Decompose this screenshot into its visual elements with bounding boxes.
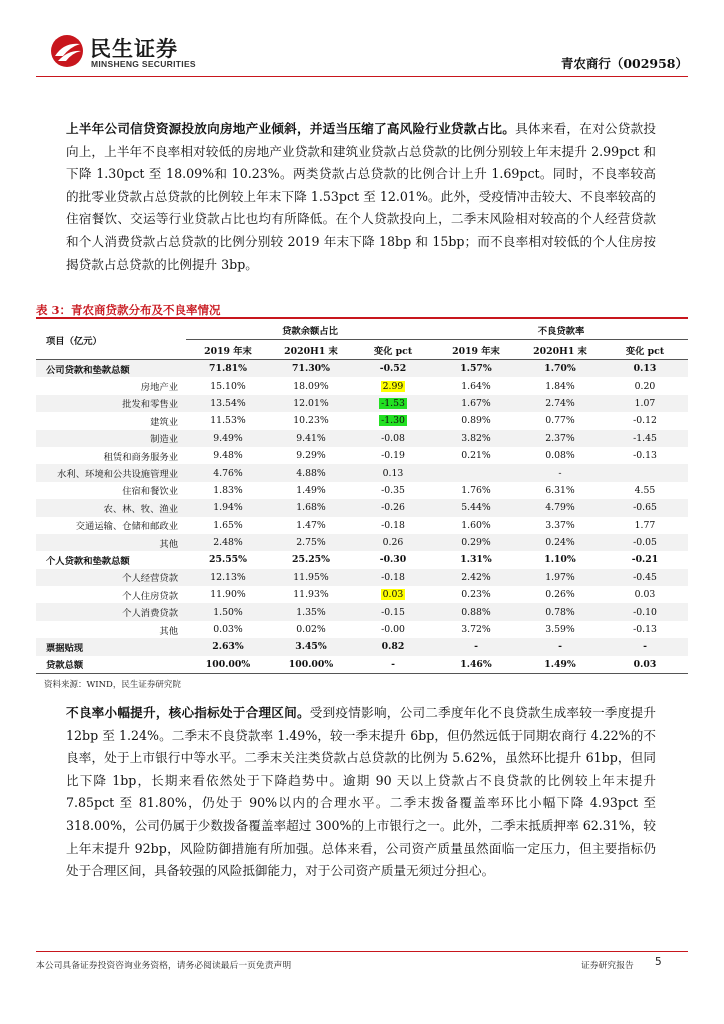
paragraph-lead: 不良率小幅提升，核心指标处于合理区间。 bbox=[66, 705, 310, 720]
table-cell: 2.74% bbox=[518, 395, 602, 412]
row-label: 住宿和餐饮业 bbox=[122, 486, 178, 498]
table-cell: - bbox=[434, 638, 518, 655]
table-unit-label: 项目（亿元） bbox=[36, 320, 186, 360]
paragraph-lead: 上半年公司信贷资源投放向房地产业倾斜，并适当压缩了高风险行业贷款占比。 bbox=[66, 121, 516, 136]
row-label: 租赁和商务服务业 bbox=[103, 451, 178, 463]
row-label: 公司贷款和垫款总额 bbox=[36, 360, 186, 378]
table-cell: 1.77 bbox=[634, 519, 656, 531]
column-header: 2019 年末 bbox=[186, 340, 270, 360]
table-row bbox=[36, 603, 688, 620]
table-cell: 1.83% bbox=[213, 484, 243, 496]
table-cell: 1.10% bbox=[544, 554, 576, 566]
table-cell: 9.48% bbox=[213, 450, 243, 462]
paragraph-body: 受到疫情影响，公司二季度年化不良贷款生成率较一季度提升 12bp 至 1.24%。二季末不良贷款率 1.49%，较一季末提升 6bp，但仍然远低于同期农商行 4.22%的不良率，处于上市银行中等水平。二季末关注类贷款占总贷款的比例为 5.62%，虽然环比提升 61bp，但同比下降 1bp，长期来看依然处于下降趋势中。逾期 90 天以上贷款占不良贷款的比例较上年末提升 7.85pct 至 81.80%，仍处于 90%以内的合理水平。二季末拨备覆盖率环比小幅下降 4.93pct 至 318.00%，公司仍属于少数拨备覆盖率超过 300%的上市银行之一。此外，二季末抵质押率 62.31%，较上年末提升 92bp，风险防御措施有所加强。总体来看，公司资产质量虽然面临一定压力，但主要指标仍处于合理区间，具备较强的风险抵御能力，对于公司资产质量无须过分担心。 bbox=[66, 705, 657, 879]
table-cell: 3.45% bbox=[270, 638, 352, 655]
table-cell: 25.25% bbox=[292, 554, 330, 566]
row-label: 个人经营贷款 bbox=[36, 569, 186, 586]
column-header: 2019 年末 bbox=[434, 340, 518, 360]
table-cell: -0.26 bbox=[352, 499, 434, 516]
table-cell: 0.03% bbox=[213, 624, 243, 636]
table-cell: -0.05 bbox=[602, 534, 688, 551]
table-cell: - bbox=[352, 656, 434, 674]
row-label: 票据贴现 bbox=[36, 638, 186, 655]
table-cell: 1.47% bbox=[296, 519, 326, 531]
paragraph-body: 具体来看，在对公贷款投向上，上半年不良率相对较低的房地产业贷款和建筑业贷款占总贷款的比例分别较上年末提升 2.99pct 和下降 1.30pct 至 18.09%和 10.23%。两类贷款占总贷款的比例合计上升 1.69pct。同时，不良率较高的批零业贷款占总贷款的比例较上年末下降 1.53pct 至 12.01%。此外，受疫情冲击较大、不良率较高的住宿餐饮、交运等行业贷款占比也均有所降低。在个人贷款投向上，二季末风险相对较高的个人经营贷款和个人消费贷款占总贷款的比例分别较 2019 年末下降 18bp 和 15bp；而不良率相对较低的个人住房按揭贷款占总贷款的比例提升 3bp。 bbox=[66, 121, 657, 272]
table-cell: - bbox=[518, 464, 602, 481]
table-cell: 0.89% bbox=[461, 415, 491, 427]
table-row bbox=[36, 377, 688, 394]
highlighted-value: 0.03 bbox=[382, 589, 404, 601]
table-cell: 9.41% bbox=[270, 430, 352, 447]
table-cell: 18.09% bbox=[293, 380, 329, 392]
table-cell: 3.37% bbox=[545, 519, 575, 531]
table-cell: -0.13 bbox=[633, 624, 657, 636]
table-cell: -0.30 bbox=[379, 554, 407, 566]
table-cell: 2.48% bbox=[186, 534, 270, 551]
table-cell: 3.72% bbox=[461, 624, 491, 636]
column-header: 2020H1 末 bbox=[518, 340, 602, 360]
table-row bbox=[36, 430, 688, 447]
loan-distribution-table bbox=[36, 320, 688, 674]
table-row bbox=[36, 569, 688, 586]
company-ticker: 青农商行（002958） bbox=[560, 56, 688, 71]
table-cell: -0.65 bbox=[602, 499, 688, 516]
highlighted-value: 2.99 bbox=[382, 380, 404, 392]
table-row bbox=[36, 656, 688, 674]
table-cell: 11.90% bbox=[210, 589, 246, 601]
table-cell: -0.10 bbox=[602, 603, 688, 620]
table-cell: 1.67% bbox=[434, 395, 518, 412]
table-cell: -0.18 bbox=[352, 569, 434, 586]
paragraph-loan-allocation bbox=[66, 118, 656, 276]
table-row bbox=[36, 412, 688, 429]
table-cell: 1.65% bbox=[213, 519, 243, 531]
table-cell bbox=[352, 412, 434, 429]
minsheng-logo-icon bbox=[50, 34, 84, 68]
table-cell: 4.76% bbox=[186, 464, 270, 481]
table-cell: -0.15 bbox=[352, 603, 434, 620]
group-header-share: 贷款余额占比 bbox=[186, 320, 434, 340]
table-cell: 1.70% bbox=[518, 360, 602, 378]
table-cell: - bbox=[518, 638, 602, 655]
table-cell: 11.93% bbox=[293, 589, 329, 601]
table-row bbox=[36, 360, 688, 378]
table-cell: 1.76% bbox=[461, 484, 491, 496]
table-row bbox=[36, 534, 688, 551]
table-cell: 13.54% bbox=[186, 395, 270, 412]
row-label: 贷款总额 bbox=[36, 656, 186, 674]
table-cell: 0.21% bbox=[461, 450, 491, 462]
table-row bbox=[36, 499, 688, 516]
table-cell: 0.29% bbox=[434, 534, 518, 551]
table-cell: 1.49% bbox=[296, 484, 326, 496]
table-cell: 9.29% bbox=[296, 450, 326, 462]
table-row bbox=[36, 447, 688, 464]
table-cell: 0.20 bbox=[634, 380, 656, 392]
table-cell: 5.44% bbox=[434, 499, 518, 516]
table-cell: 0.23% bbox=[461, 589, 491, 601]
table-cell: 9.49% bbox=[186, 430, 270, 447]
table-cell: 4.55 bbox=[634, 484, 656, 496]
row-label: 个人消费贷款 bbox=[36, 603, 186, 620]
table-cell: 2.63% bbox=[186, 638, 270, 655]
group-header-npl: 不良贷款率 bbox=[434, 320, 688, 340]
footer-divider bbox=[36, 951, 688, 952]
table-cell: 0.03 bbox=[602, 656, 688, 674]
table-title: 表 3：青农商贷款分布及不良率情况 bbox=[36, 303, 221, 317]
row-label: 批发和零售业 bbox=[36, 395, 186, 412]
table-cell: 1.07 bbox=[602, 395, 688, 412]
table-cell: 1.84% bbox=[545, 380, 575, 392]
table-cell: 0.78% bbox=[518, 603, 602, 620]
table-cell: -0.13 bbox=[633, 450, 657, 462]
table-cell: 6.31% bbox=[545, 484, 575, 496]
table-row bbox=[36, 638, 688, 655]
table-cell: - bbox=[602, 638, 688, 655]
table-cell: 1.49% bbox=[518, 656, 602, 674]
table-cell: 0.03 bbox=[634, 589, 656, 601]
paragraph-asset-quality bbox=[66, 702, 656, 883]
table-cell: 0.26 bbox=[352, 534, 434, 551]
table-row bbox=[36, 395, 688, 412]
table-cell: 10.23% bbox=[293, 415, 329, 427]
table-cell: 0.02% bbox=[296, 624, 326, 636]
highlighted-value: -1.53 bbox=[381, 397, 405, 409]
table-cell: -1.45 bbox=[602, 430, 688, 447]
table-cell: 0.08% bbox=[545, 450, 575, 462]
column-header: 变化 pct bbox=[602, 340, 688, 360]
table-cell: 71.30% bbox=[270, 360, 352, 378]
table-cell: -0.21 bbox=[631, 554, 659, 566]
table-row bbox=[36, 621, 688, 638]
table-row bbox=[36, 482, 688, 499]
column-header: 2020H1 末 bbox=[270, 340, 352, 360]
table-cell: 1.64% bbox=[461, 380, 491, 392]
table-cell bbox=[352, 586, 434, 603]
table-cell: -0.19 bbox=[381, 450, 405, 462]
row-label: 农、林、牧、渔业 bbox=[36, 499, 186, 516]
highlighted-value: -1.30 bbox=[381, 415, 405, 427]
row-label: 交通运输、仓储和邮政业 bbox=[75, 521, 178, 533]
brand-name-en: MINSHENG SECURITIES bbox=[91, 59, 196, 69]
table-cell: 11.95% bbox=[270, 569, 352, 586]
row-label: 建筑业 bbox=[150, 416, 178, 428]
table-row bbox=[36, 586, 688, 603]
table-cell: 2.37% bbox=[518, 430, 602, 447]
table-cell: -0.52 bbox=[352, 360, 434, 378]
table-cell: 71.81% bbox=[186, 360, 270, 378]
table-cell: 0.24% bbox=[518, 534, 602, 551]
footer-disclaimer: 本公司具备证券投资咨询业务资格，请务必阅读最后一页免责声明 bbox=[36, 961, 292, 971]
table-cell bbox=[602, 464, 688, 481]
table-row bbox=[36, 464, 688, 481]
table-cell: 12.13% bbox=[186, 569, 270, 586]
table-cell: 2.75% bbox=[270, 534, 352, 551]
table-cell: 0.13 bbox=[602, 360, 688, 378]
column-header: 变化 pct bbox=[352, 340, 434, 360]
table-cell: 100.00% bbox=[186, 656, 270, 674]
row-label: 其他 bbox=[159, 625, 178, 637]
row-label: 水利、环境和公共设施管理业 bbox=[36, 464, 186, 481]
table-cell: 25.55% bbox=[209, 554, 247, 566]
table-cell: 0.26% bbox=[545, 589, 575, 601]
table-cell: -0.45 bbox=[602, 569, 688, 586]
table-cell: 1.68% bbox=[270, 499, 352, 516]
table-cell: 1.50% bbox=[186, 603, 270, 620]
table-cell: -0.00 bbox=[381, 624, 405, 636]
table-cell bbox=[434, 464, 518, 481]
table-cell: -0.08 bbox=[352, 430, 434, 447]
table-cell: 1.94% bbox=[186, 499, 270, 516]
table-cell: 4.88% bbox=[270, 464, 352, 481]
table-cell: 1.57% bbox=[434, 360, 518, 378]
table-cell: 2.42% bbox=[434, 569, 518, 586]
footer-report-type: 证券研究报告 bbox=[581, 961, 634, 971]
table-cell: 100.00% bbox=[270, 656, 352, 674]
row-label: 制造业 bbox=[36, 430, 186, 447]
table-row bbox=[36, 517, 688, 534]
table-source-note: 资料来源：WIND，民生证券研究院 bbox=[44, 680, 181, 690]
header-divider bbox=[36, 76, 688, 77]
table-cell: 12.01% bbox=[270, 395, 352, 412]
table-cell: 0.13 bbox=[352, 464, 434, 481]
table-cell: 11.53% bbox=[210, 415, 246, 427]
table-cell: 3.59% bbox=[545, 624, 575, 636]
table-cell: 1.97% bbox=[518, 569, 602, 586]
table-cell: 0.88% bbox=[434, 603, 518, 620]
table-cell: 15.10% bbox=[210, 380, 246, 392]
table-cell: 4.79% bbox=[518, 499, 602, 516]
table-cell: 1.35% bbox=[270, 603, 352, 620]
row-label: 其他 bbox=[36, 534, 186, 551]
table-row bbox=[36, 551, 688, 568]
table-cell: 0.82 bbox=[352, 638, 434, 655]
table-cell: 1.31% bbox=[460, 554, 492, 566]
table-cell bbox=[352, 377, 434, 394]
table-cell: 1.46% bbox=[434, 656, 518, 674]
table-cell: -0.18 bbox=[381, 519, 405, 531]
row-label: 房地产业 bbox=[140, 382, 178, 394]
brand-name-cn: 民生证券 bbox=[90, 37, 178, 61]
row-label: 个人贷款和垫款总额 bbox=[46, 555, 130, 567]
table-cell: -0.12 bbox=[633, 415, 657, 427]
table-cell: 0.77% bbox=[545, 415, 575, 427]
page-number: 5 bbox=[655, 956, 662, 968]
table-cell: -0.35 bbox=[381, 484, 405, 496]
table-cell bbox=[352, 395, 434, 412]
table-cell: 3.82% bbox=[434, 430, 518, 447]
row-label: 个人住房贷款 bbox=[122, 590, 178, 602]
table-title-divider bbox=[36, 317, 688, 319]
table-cell: 1.60% bbox=[461, 519, 491, 531]
